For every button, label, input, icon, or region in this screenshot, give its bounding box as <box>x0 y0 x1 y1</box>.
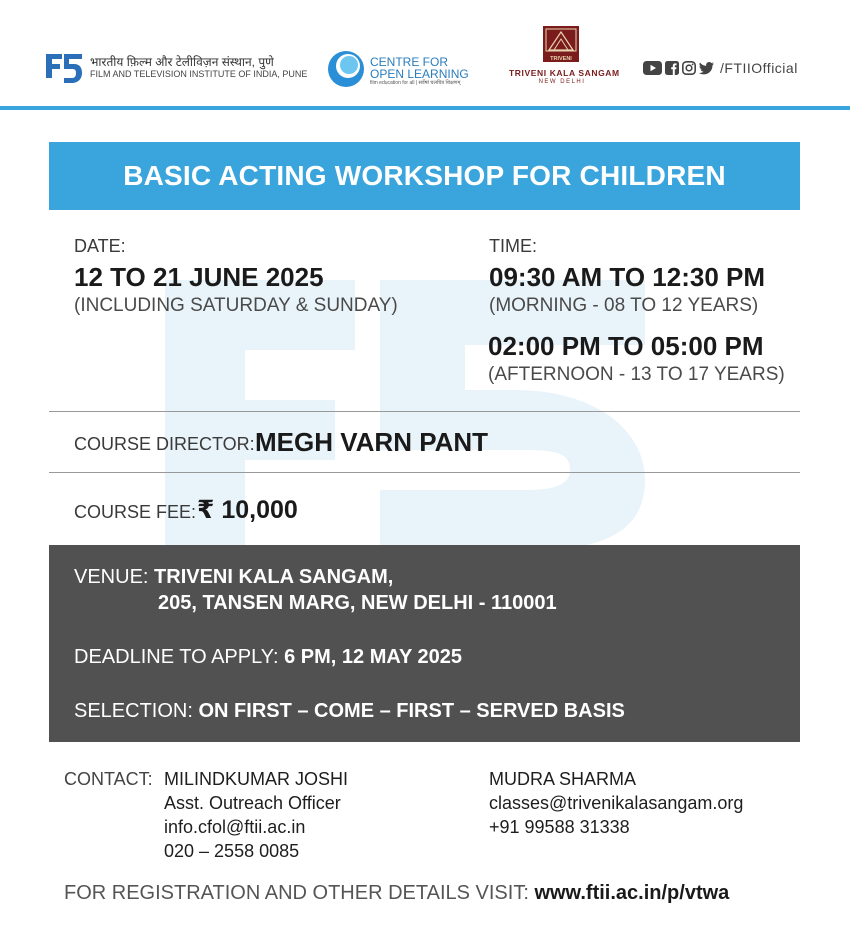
header-divider <box>0 106 850 110</box>
twitter-icon[interactable] <box>699 62 714 75</box>
tks-city: NEW DELHI <box>538 79 586 85</box>
date-note: (INCLUDING SATURDAY & SUNDAY) <box>74 295 398 316</box>
registration-link[interactable]: www.ftii.ac.in/p/vtwa <box>534 882 730 904</box>
time-slot-afternoon: 02:00 PM TO 05:00 PM <box>488 331 764 361</box>
course-fee-label: COURSE FEE: <box>74 502 197 522</box>
contact1-name: MILINDKUMAR JOSHI <box>164 769 349 789</box>
divider <box>49 472 800 473</box>
tks-name: TRIVENI KALA SANGAM <box>509 68 620 78</box>
venue-row <box>74 566 393 589</box>
registration-row <box>64 882 729 905</box>
venue-label: VENUE: <box>74 566 149 588</box>
col-title-line2: OPEN LEARNING <box>370 67 469 81</box>
instagram-icon[interactable] <box>682 61 696 75</box>
venue-line2: 205, TANSEN MARG, NEW DELHI - 110001 <box>158 592 557 614</box>
time-slot-morning-note: (MORNING - 08 TO 12 YEARS) <box>489 295 759 316</box>
ftii-name-english: FILM AND TELEVISION INSTITUTE OF INDIA, PUNE <box>90 69 308 79</box>
venue-line2-row <box>158 592 557 615</box>
date-label: DATE: <box>74 236 126 256</box>
deadline-value: 6 PM, 12 MAY 2025 <box>284 646 462 668</box>
contact-label: CONTACT: <box>64 769 153 789</box>
selection-label: SELECTION: <box>74 700 193 722</box>
registration-text: FOR REGISTRATION AND OTHER DETAILS VISIT: <box>64 882 529 904</box>
deadline-row <box>74 646 462 669</box>
divider <box>49 411 800 412</box>
youtube-icon[interactable] <box>643 61 662 75</box>
deadline-label: DEADLINE TO APPLY: <box>74 646 279 668</box>
date-value: 12 TO 21 JUNE 2025 <box>74 262 324 292</box>
social-handle[interactable]: /FTIIOfficial <box>720 60 798 76</box>
workshop-title-banner: BASIC ACTING WORKSHOP FOR CHILDREN <box>49 142 800 210</box>
tks-logo-icon <box>541 24 581 64</box>
selection-value: ON FIRST – COME – FIRST – SERVED BASIS <box>198 700 625 722</box>
col-title-line1: CENTRE FOR <box>370 55 448 69</box>
venue-line1: TRIVENI KALA SANGAM, <box>154 566 394 588</box>
ftii-logo-icon <box>44 48 84 86</box>
contact1-phone[interactable]: 020 – 2558 0085 <box>164 841 300 861</box>
contact2-name: MUDRA SHARMA <box>489 769 637 789</box>
col-title <box>370 56 469 80</box>
contact1-email[interactable]: info.cfol@ftii.ac.in <box>164 817 306 837</box>
col-logo-icon <box>327 50 365 88</box>
ftii-name-hindi: भारतीय फ़िल्म और टेलीविज़न संस्थान, पुणे <box>90 55 274 69</box>
time-slot-morning: 09:30 AM TO 12:30 PM <box>489 262 765 292</box>
contact2-email[interactable]: classes@trivenikalasangam.org <box>489 793 744 813</box>
course-director-name: MEGH VARN PANT <box>255 427 489 457</box>
course-fee-value: ₹ 10,000 <box>197 496 298 524</box>
selection-row <box>74 700 625 723</box>
course-director-label: COURSE DIRECTOR: <box>74 434 255 454</box>
tks-emblem-text: TRIVENI <box>550 56 572 62</box>
facebook-icon[interactable] <box>665 61 679 75</box>
social-links <box>643 60 798 76</box>
time-slot-afternoon-note: (AFTERNOON - 13 TO 17 YEARS) <box>488 364 785 385</box>
time-label: TIME: <box>489 236 537 256</box>
col-tagline: film education for all | सर्वेषां चलचित्र शिक्षणम् <box>370 80 461 86</box>
contact1-role: Asst. Outreach Officer <box>164 793 341 813</box>
contact2-phone[interactable]: +91 99588 31338 <box>489 817 630 837</box>
